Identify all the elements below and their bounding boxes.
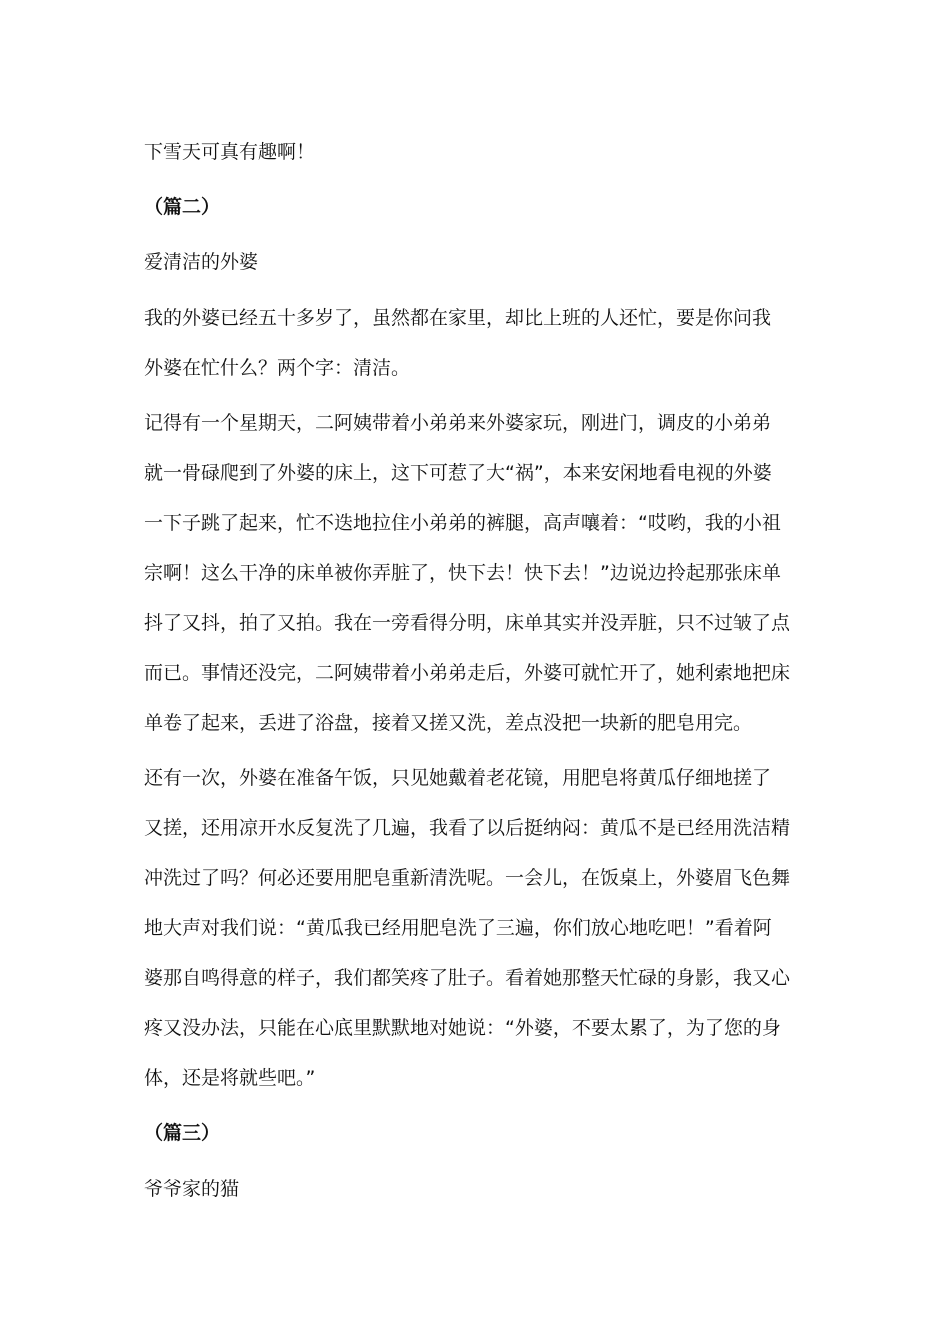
paragraph-line: 外婆在忙什么？两个字：清洁。 [144, 357, 411, 379]
paragraph-line: 我的外婆已经五十多岁了，虽然都在家里，却比上班的人还忙，要是你问我 [144, 307, 772, 329]
paragraph-line: 单卷了起来，丢进了浴盘，接着又搓又洗，差点没把一块新的肥皂用完。 [144, 712, 753, 734]
paragraph-line: 记得有一个星期天，二阿姨带着小弟弟来外婆家玩，刚进门，调皮的小弟弟 [144, 412, 772, 434]
paragraph-line: 抖了又抖，拍了又拍。我在一旁看得分明，床单其实并没弄脏，只不过皱了点 [144, 612, 791, 634]
paragraph-line: 宗啊！这么干净的床单被你弄脏了，快下去！快下去！”边说边拎起那张床单 [144, 562, 781, 584]
essay-title-2: 爱清洁的外婆 [144, 251, 259, 273]
paragraph-line: 冲洗过了吗？何必还要用肥皂重新清洗呢。一会儿，在饭桌上，外婆眉飞色舞 [144, 867, 791, 889]
paragraph-line: 还有一次，外婆在准备午饭，只见她戴着老花镜，用肥皂将黄瓜仔细地搓了 [144, 767, 772, 789]
paragraph-line: 就一骨碌爬到了外婆的床上，这下可惹了大“祸”，本来安闲地看电视的外婆 [144, 462, 772, 484]
paragraph-line: 婆那自鸣得意的样子，我们都笑疼了肚子。看着她那整天忙碌的身影，我又心 [144, 967, 791, 989]
paragraph-line: 一下子跳了起来，忙不迭地拉住小弟弟的裤腿，高声嚷着：“哎哟，我的小祖 [144, 512, 781, 534]
section-heading-2: （篇二） [144, 196, 221, 218]
paragraph-line: 而已。事情还没完，二阿姨带着小弟弟走后，外婆可就忙开了，她利索地把床 [144, 662, 791, 684]
paragraph-line: 疼又没办法，只能在心底里默默地对她说：“外婆，不要太累了，为了您的身 [144, 1017, 781, 1039]
essay-title-3: 爷爷家的猫 [144, 1178, 240, 1200]
closing-line: 下雪天可真有趣啊！ [144, 141, 316, 163]
paragraph-line: 又搓，还用凉开水反复洗了几遍，我看了以后挺纳闷：黄瓜不是已经用洗洁精 [144, 817, 791, 839]
paragraph-line: 体，还是将就些吧。” [144, 1067, 316, 1089]
section-heading-3: （篇三） [144, 1122, 221, 1144]
paragraph-line: 地大声对我们说：“黄瓜我已经用肥皂洗了三遍，你们放心地吃吧！”看着阿 [144, 917, 772, 939]
